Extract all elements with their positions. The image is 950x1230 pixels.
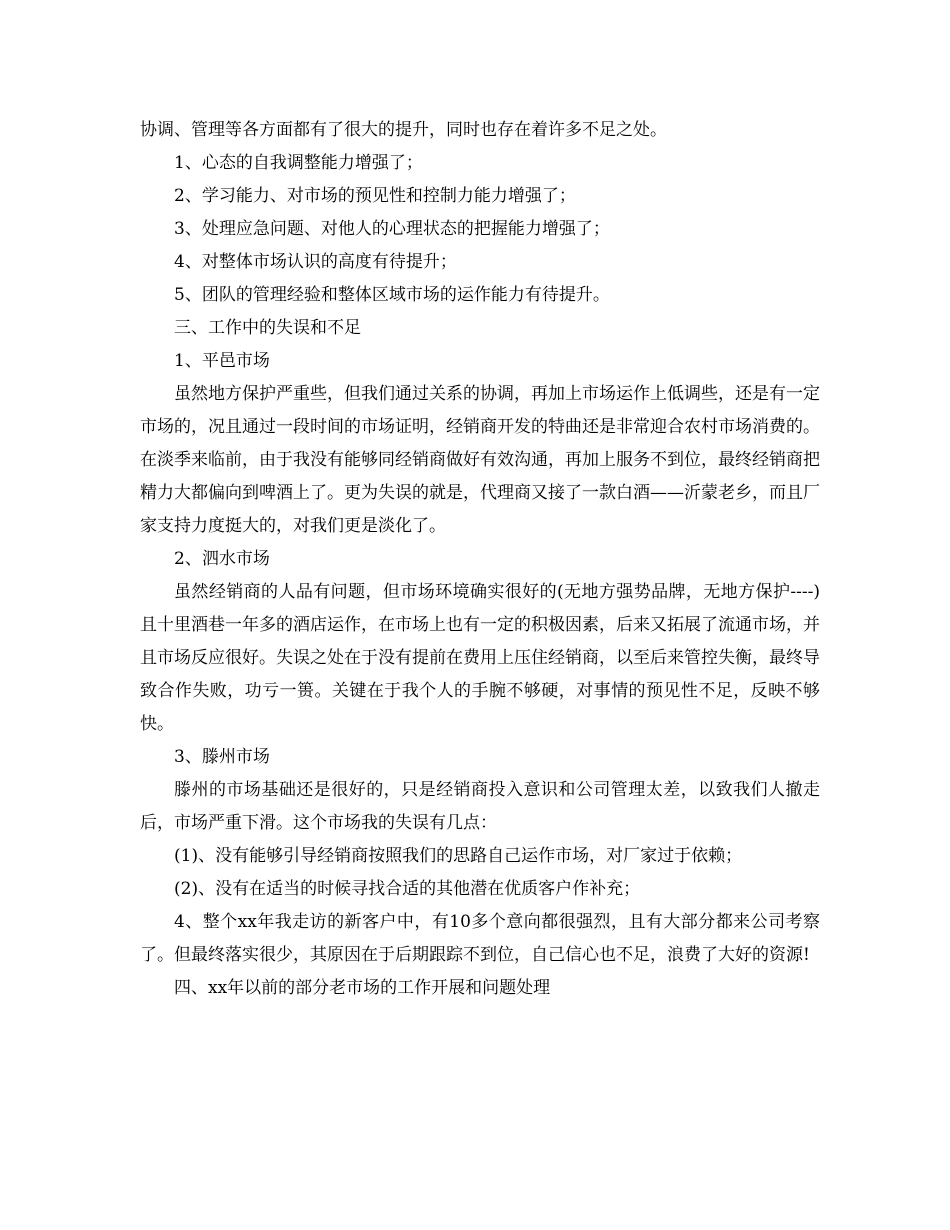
subheading-sishui: 2、泗水市场 — [174, 549, 270, 569]
list-item-3: 3、处理应急问题、对他人的心理状态的把握能力增强了； — [174, 219, 610, 239]
document-body — [140, 114, 820, 1005]
section-heading-4: 四、xx年以前的部分老市场的工作开展和问题处理 — [174, 978, 551, 998]
list-item-1: 1、心态的自我调整能力增强了； — [174, 153, 423, 173]
list-item-5: 5、团队的管理经验和整体区域市场的运作能力有待提升。 — [174, 285, 610, 305]
paragraph-tengzhou: 滕州的市场基础还是很好的，只是经销商投入意识和公司管理太差，以致我们人撤走后，市场严重下滑。这个市场我的失误有几点： — [140, 780, 820, 833]
list-item-2: 2、学习能力、对市场的预见性和控制力能力增强了； — [174, 186, 576, 206]
paragraph-sishui: 虽然经销商的人品有问题，但市场环境确实很好的(无地方强势品牌，无地方保护----)且十里酒巷一年多的酒店运作，在市场上也有一定的积极因素，后来又拓展了流通市场，并且市场反应很好。失误之处在于没有提前在费用上压住经销商，以至后来管控失衡，最终导致合作失败，功亏一篑。关键在于我个人的手腕不够硬，对事情的预见性不足，反映不够快。 — [140, 582, 820, 734]
subheading-tengzhou: 3、滕州市场 — [174, 747, 270, 767]
paragraph-new-clients: 4、整个xx年我走访的新客户中，有10多个意向都很强烈，且有大部分都来公司考察了。但最终落实很少，其原因在于后期跟踪不到位，自己信心也不足，浪费了大好的资源! — [140, 912, 820, 965]
subheading-pingyi: 1、平邑市场 — [174, 351, 270, 371]
section-heading-3: 三、工作中的失误和不足 — [174, 318, 361, 338]
list-item-4: 4、对整体市场认识的高度有待提升； — [174, 252, 457, 272]
tengzhou-point-2: (2)、没有在适当的时候寻找合适的其他潜在优质客户作补充； — [174, 879, 641, 899]
paragraph-pingyi: 虽然地方保护严重些，但我们通过关系的协调，再加上市场运作上低调些，还是有一定市场的，况且通过一段时间的市场证明，经销商开发的特曲还是非常迎合农村市场消费的。在淡季来临前，由于我没有能够同经销商做好有效沟通，再加上服务不到位，最终经销商把精力大都偏向到啤酒上了。更为失误的就是，代理商又接了一款白酒——沂蒙老乡，而且厂家支持力度挺大的，对我们更是淡化了。 — [140, 384, 820, 536]
tengzhou-point-1: (1)、没有能够引导经销商按照我们的思路自己运作市场，对厂家过于依赖； — [174, 846, 743, 866]
paragraph-continuation: 协调、管理等各方面都有了很大的提升，同时也存在着许多不足之处。 — [140, 120, 667, 140]
